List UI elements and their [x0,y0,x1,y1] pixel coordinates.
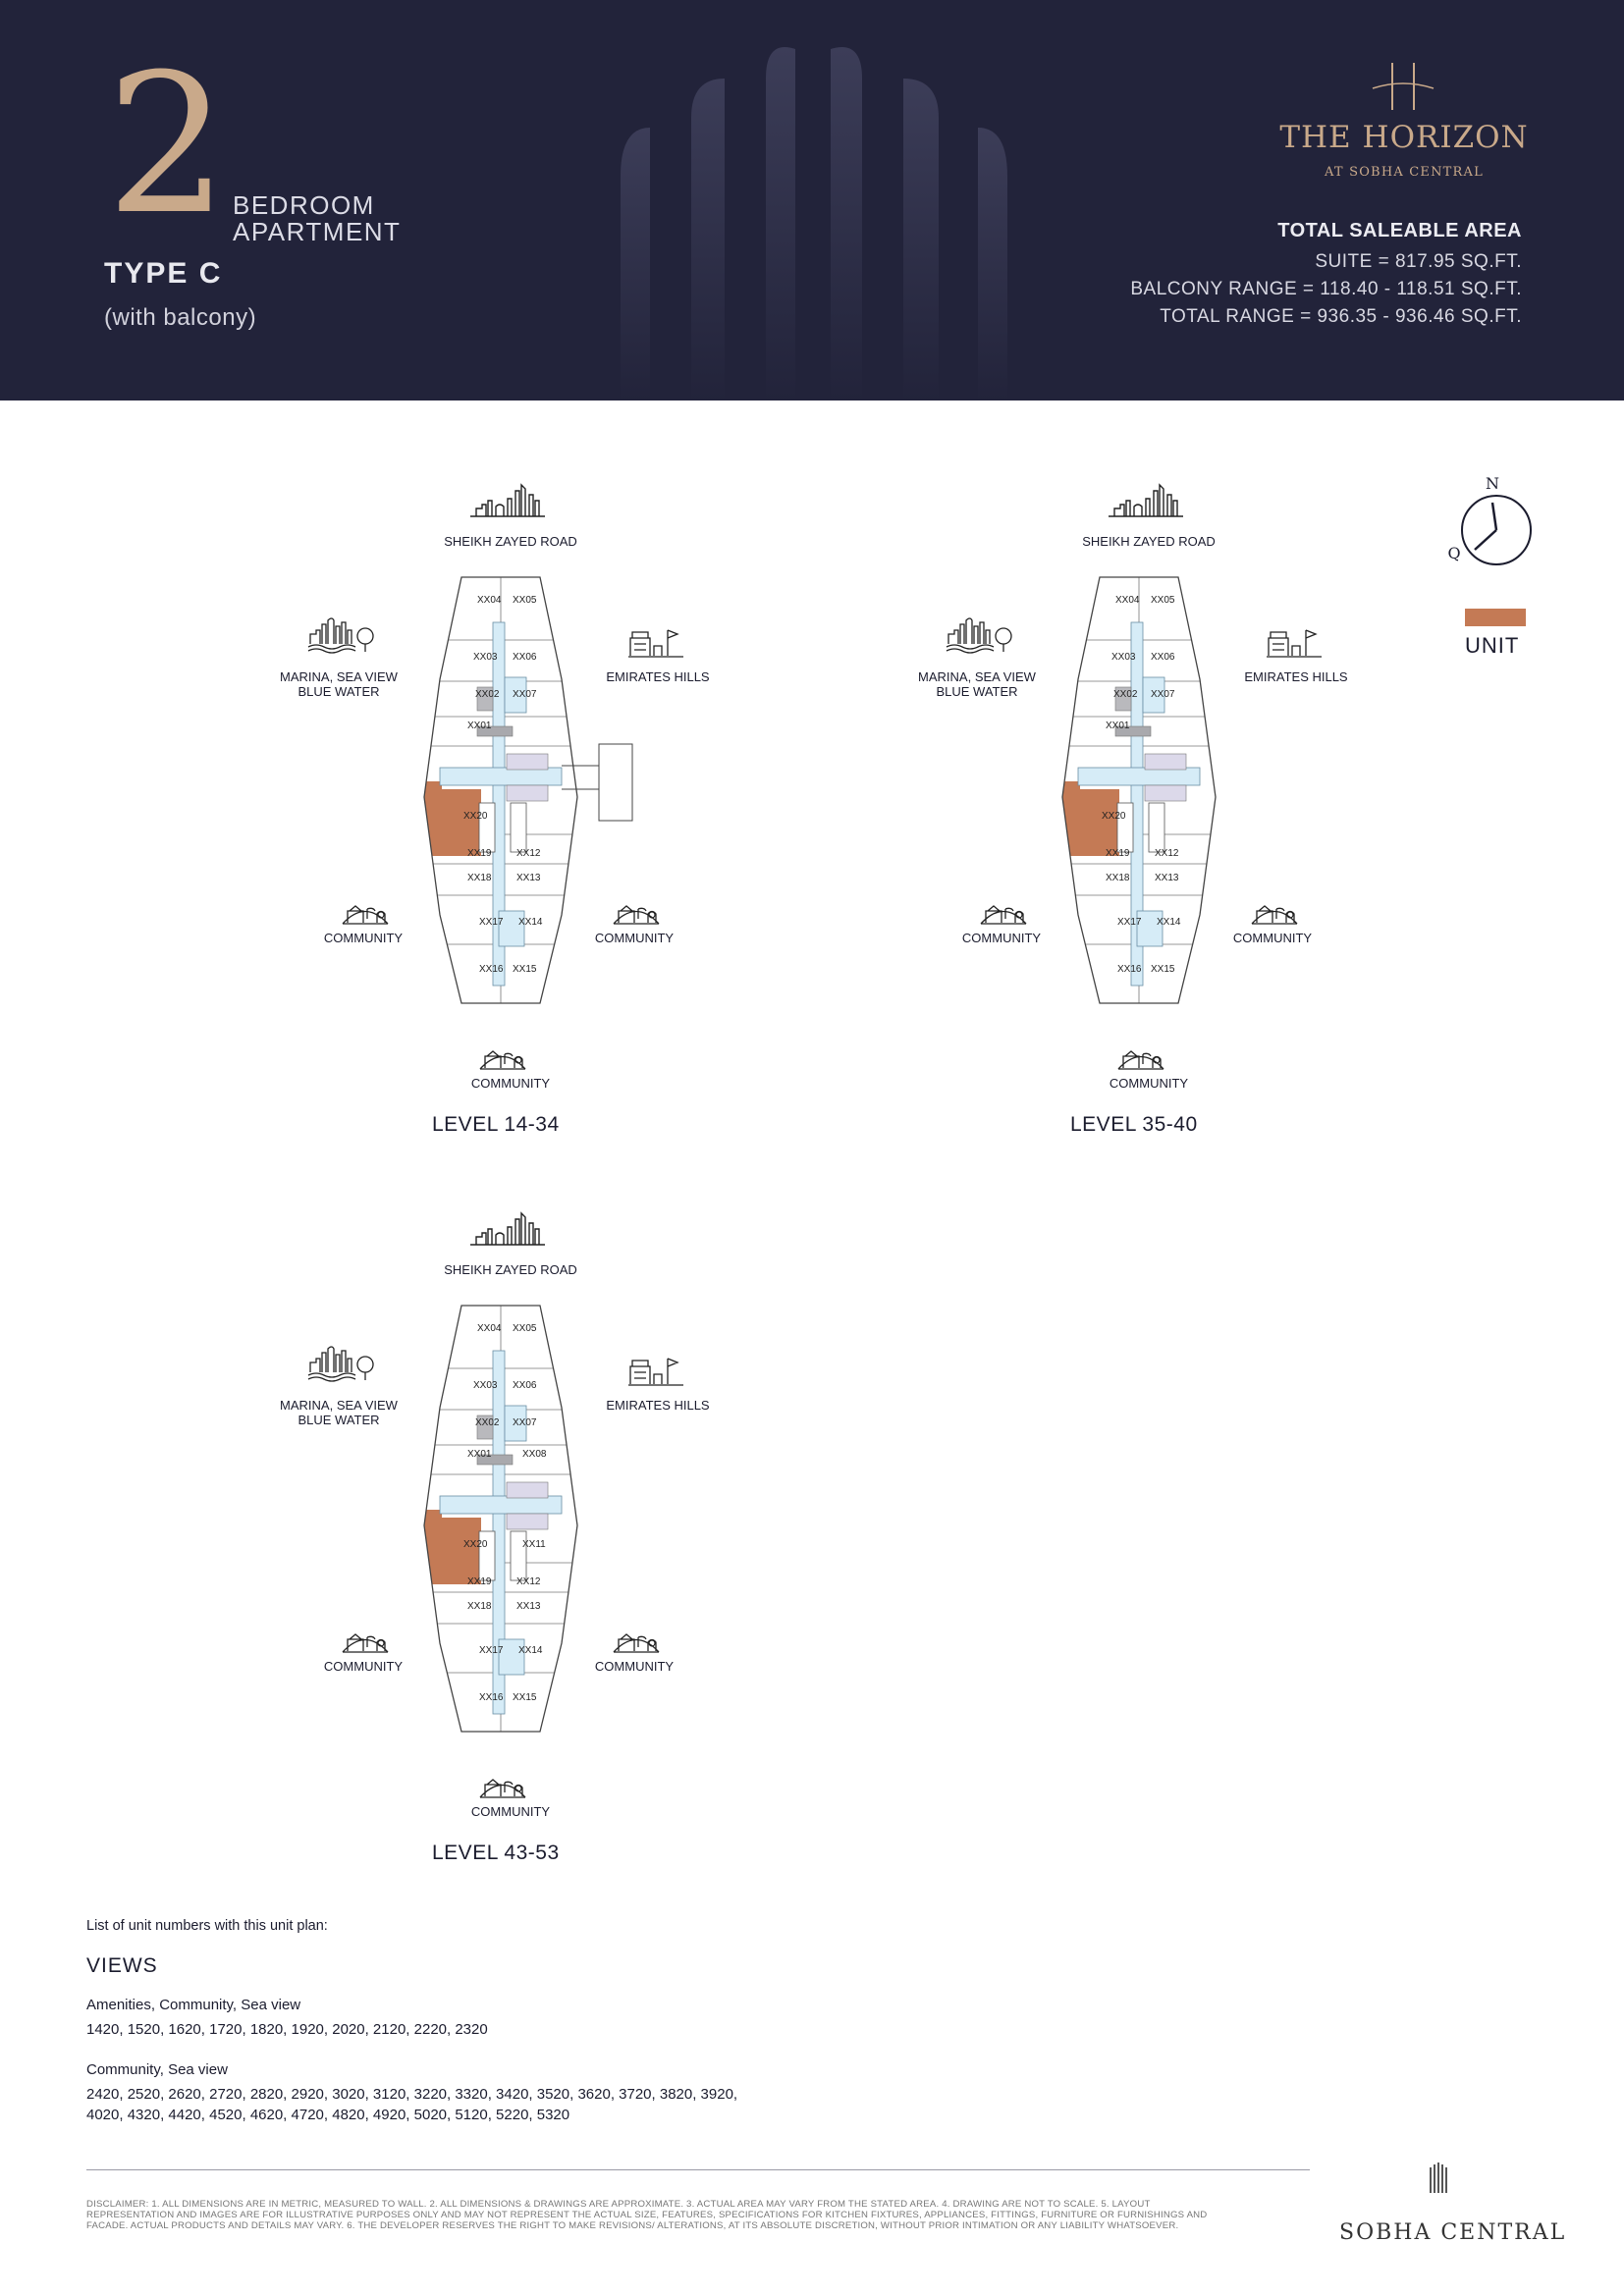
compass-icon [1441,475,1536,573]
unit-number-label: XX03 [1111,652,1136,663]
unit-number-label: XX04 [477,1323,502,1334]
unit-number-label: XX03 [473,652,498,663]
unit-number-label: XX19 [1106,848,1130,859]
label-mid-left-view: COMMUNITY [323,931,404,945]
unit-number-label: XX17 [479,917,504,928]
hills-icon [626,1353,685,1395]
unit-number-label: XX12 [516,848,541,859]
unit-number-label: XX17 [479,1645,504,1656]
brand-title: THE HORIZON [1279,120,1529,155]
unit-list-intro: List of unit numbers with this unit plan: [86,1918,328,1934]
skyline-icon [1107,481,1185,525]
marina-icon [306,614,377,659]
area-balcony: BALCONY RANGE = 118.40 - 118.51 SQ.FT. [1130,279,1522,299]
level-label: LEVEL 14-34 [432,1113,560,1136]
unit-number-label: XX18 [1106,873,1130,883]
view-units-2a: 2420, 2520, 2620, 2720, 2820, 2920, 3020, 3120, 3220, 3320, 3420, 3520, 3620, 3720, 3820, 3920, [86,2086,738,2103]
marina-icon [945,614,1015,659]
label-bottom-view: COMMUNITY [1109,1076,1189,1091]
disclaimer-line-2: REPRESENTATION AND IMAGES ARE FOR ILLUSTRATIVE PURPOSES ONLY AND MAY NOT REPRESENT THE ACTUAL SIZE, FEATURES, SPECIFICATIONS FOR KITCHEN FIXTURES, APPLIANCES, FITTINGS, FURNITURE OR FURNISHINGS AND [86,2210,1208,2220]
unit-number-label: XX16 [479,1692,504,1703]
sobha-logo-icon [1428,2162,1449,2195]
building-floorplate [383,1300,619,1761]
bedroom-count: 2 [106,33,229,257]
label-mid-right-view: COMMUNITY [594,1659,675,1674]
unit-number-label: XX05 [513,1323,537,1334]
unit-number-label: XX06 [513,652,537,663]
unit-number-label: XX17 [1117,917,1142,928]
unit-number-label: XX15 [513,964,537,975]
unit-number-label: XX06 [1151,652,1175,663]
hills-icon [1265,624,1324,667]
community-icon [1115,1042,1166,1077]
area-total: TOTAL RANGE = 936.35 - 936.46 SQ.FT. [1160,306,1522,327]
unit-number-label: XX11 [522,1539,546,1550]
unit-number-label: XX03 [473,1380,498,1391]
community-icon [477,1042,528,1077]
unit-number-label: XX02 [475,689,500,700]
unit-legend-swatch [1465,609,1526,626]
footer-brand: SOBHA CENTRAL [1339,2220,1567,2245]
view-category-1: Amenities, Community, Sea view [86,1997,301,2013]
header-banner [0,0,1624,400]
unit-type: TYPE C [104,257,223,290]
level-label: LEVEL 43-53 [432,1842,560,1864]
unit-number-label: XX20 [463,1539,488,1550]
unit-number-label: XX07 [513,1417,537,1428]
unit-number-label: XX12 [516,1576,541,1587]
label-right-view: EMIRATES HILLS [606,669,710,684]
unit-number-label: XX18 [467,873,492,883]
bedroom-apartment-label [233,192,401,245]
label-mid-left-view: COMMUNITY [961,931,1042,945]
unit-number-label: XX08 [522,1449,547,1460]
unit-number-label: XX15 [1151,964,1175,975]
unit-number-label: XX13 [1155,873,1179,883]
marina-icon [306,1343,377,1387]
unit-number-label: XX01 [467,721,492,731]
label-right-view: EMIRATES HILLS [606,1398,710,1413]
label-left-view: MARINA, SEA VIEW BLUE WATER [280,1398,398,1427]
unit-number-label: XX01 [1106,721,1130,731]
building-floorplate [1021,571,1257,1033]
view-category-2: Community, Sea view [86,2061,228,2078]
unit-number-label: XX19 [467,1576,492,1587]
unit-number-label: XX15 [513,1692,537,1703]
unit-number-label: XX14 [518,917,543,928]
skyline-icon [468,481,547,525]
unit-number-label: XX16 [1117,964,1142,975]
unit-number-label: XX16 [479,964,504,975]
label-mid-left-view: COMMUNITY [323,1659,404,1674]
unit-number-label: XX05 [1151,595,1175,606]
unit-legend-label: UNIT [1465,633,1520,658]
floor-plan-2 [918,481,1348,1188]
label-mid-right-view: COMMUNITY [1232,931,1313,945]
brand-subtitle: AT SOBHA CENTRAL [1325,165,1484,180]
unit-number-label: XX18 [467,1601,492,1612]
unit-number-label: XX12 [1155,848,1179,859]
level-label: LEVEL 35-40 [1070,1113,1198,1136]
unit-number-label: XX04 [477,595,502,606]
bedroom-line-2: APARTMENT [233,217,402,246]
footer-divider [86,2169,1310,2170]
label-left-view: MARINA, SEA VIEW BLUE WATER [280,669,398,699]
unit-number-label: XX06 [513,1380,537,1391]
tower-graphic [609,39,1021,400]
skyline-icon [468,1209,547,1254]
unit-number-label: XX07 [1151,689,1175,700]
unit-number-label: XX13 [516,1601,541,1612]
horizon-logo-icon [1371,61,1435,112]
unit-number-label: XX05 [513,595,537,606]
disclaimer [86,2199,1314,2231]
unit-number-label: XX13 [516,873,541,883]
label-mid-right-view: COMMUNITY [594,931,675,945]
compass-west-label: Q [1447,544,1461,562]
label-left-view: MARINA, SEA VIEW BLUE WATER [918,669,1036,699]
compass-north-label: N [1486,475,1499,493]
disclaimer-line-3: FACADE. ACTUAL PRODUCTS AND DETAILS MAY VARY. 6. THE DEVELOPER RESERVES THE RIGHT TO MAKE REVISIONS/ ALTERATIONS, AT ITS ABSOLUTE DISCRETION, WITHOUT PRIOR INTIMATION OR ANY LIABILITY WHATSOEVER. [86,2220,1179,2231]
community-icon [477,1771,528,1805]
label-right-view: EMIRATES HILLS [1244,669,1348,684]
label-top-view: SHEIKH ZAYED ROAD [444,1262,577,1277]
disclaimer-line-1: DISCLAIMER: 1. ALL DIMENSIONS ARE IN METRIC, MEASURED TO WALL. 2. ALL DIMENSIONS & DRAWINGS ARE APPROXIMATE. 3. ACTUAL AREA MAY VARY FROM THE STATED AREA. 4. DRAWING ARE NOT TO SCALE. 5. LAYOUT [86,2199,1151,2210]
unit-number-label: XX02 [1113,689,1138,700]
label-bottom-view: COMMUNITY [470,1804,551,1819]
unit-number-label: XX20 [1102,811,1126,822]
floor-plan-3 [280,1209,710,1916]
bedroom-line-1: BEDROOM [233,190,375,220]
unit-number-label: XX07 [513,689,537,700]
unit-number-label: XX19 [467,848,492,859]
unit-subtype: (with balcony) [104,304,257,331]
label-bottom-view: COMMUNITY [470,1076,551,1091]
area-title: TOTAL SALEABLE AREA [1277,220,1522,241]
unit-number-label: XX14 [1157,917,1181,928]
view-units-1: 1420, 1520, 1620, 1720, 1820, 1920, 2020, 2120, 2220, 2320 [86,2021,488,2038]
unit-number-label: XX01 [467,1449,492,1460]
unit-number-label: XX14 [518,1645,543,1656]
unit-number-label: XX04 [1115,595,1140,606]
views-heading: VIEWS [86,1954,158,1977]
view-units-2b: 4020, 4320, 4420, 4520, 4620, 4720, 4820, 4920, 5020, 5120, 5220, 5320 [86,2107,570,2123]
area-suite: SUITE = 817.95 SQ.FT. [1315,251,1522,272]
floor-plan-1 [280,481,710,1188]
unit-number-label: XX20 [463,811,488,822]
label-top-view: SHEIKH ZAYED ROAD [444,534,577,549]
unit-number-label: XX02 [475,1417,500,1428]
label-top-view: SHEIKH ZAYED ROAD [1082,534,1216,549]
building-floorplate [383,571,658,1033]
